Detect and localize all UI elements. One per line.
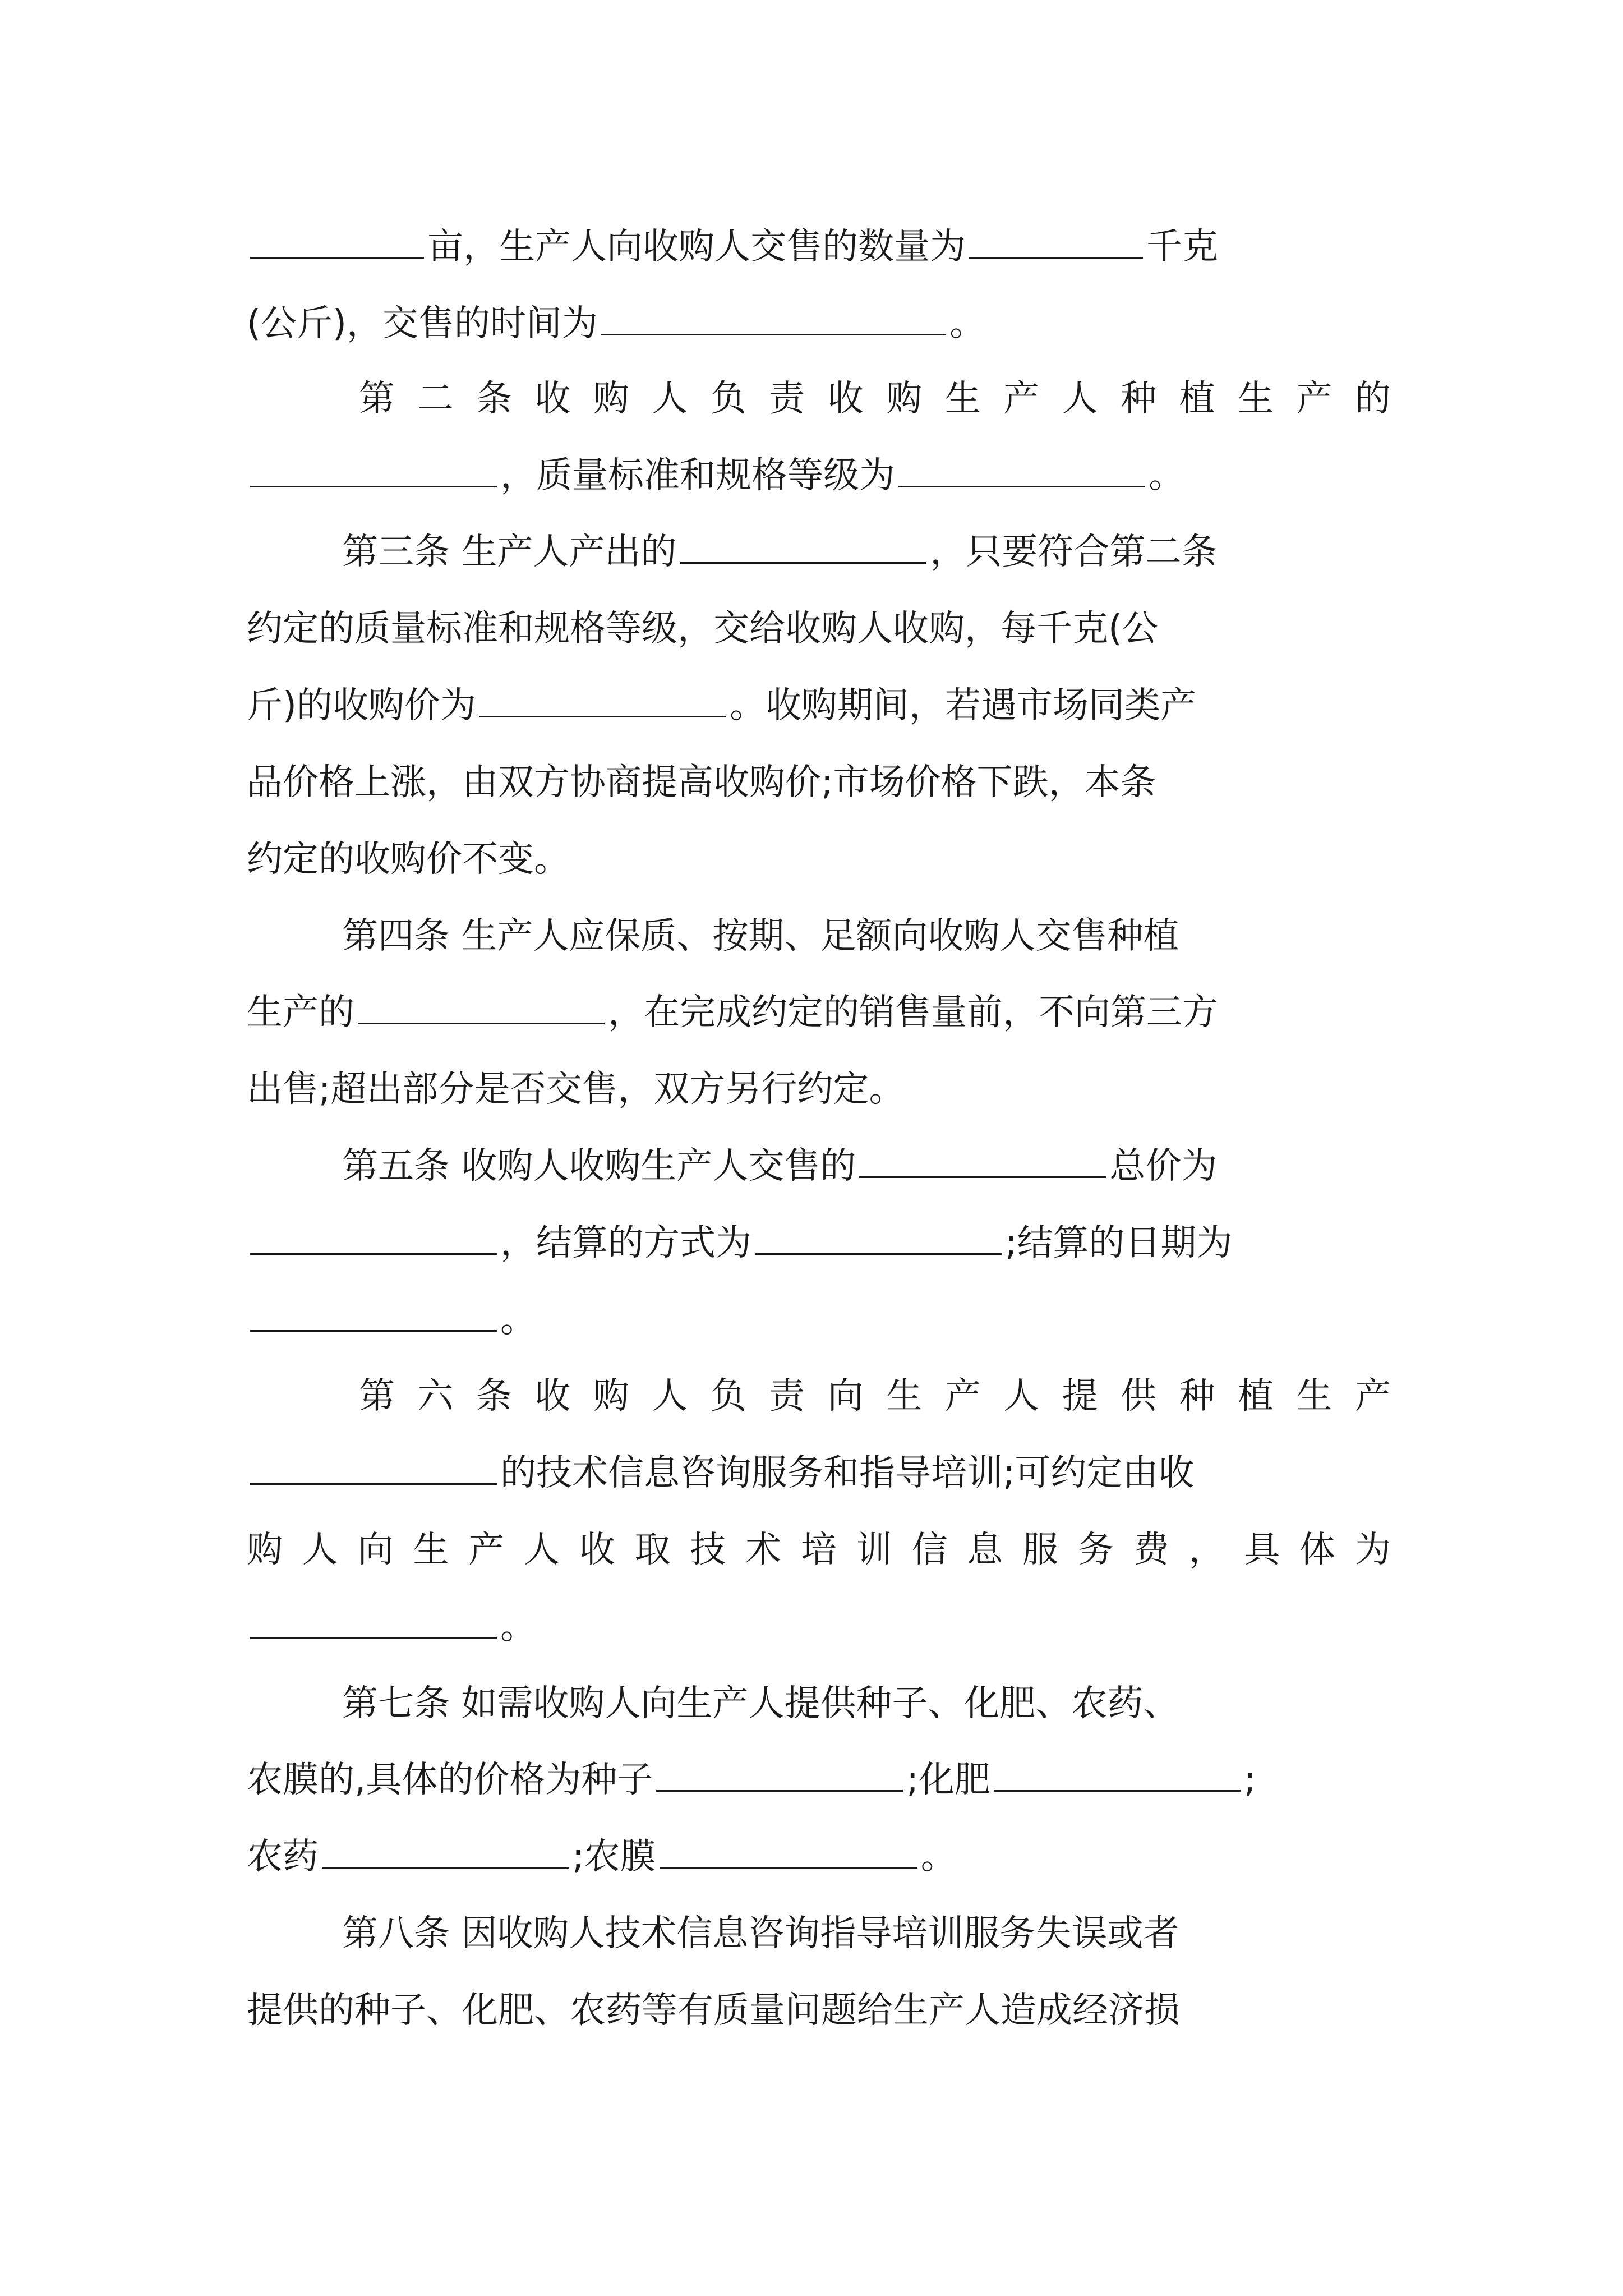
char: ， (1188, 1529, 1225, 1571)
char: 收 (534, 1375, 571, 1417)
text-segment: 约定的质量标准和规格等级，交给收购人收购，每千克(公 (247, 608, 1158, 650)
text-line (247, 1289, 1391, 1351)
char: 购 (886, 378, 923, 420)
char: 术 (745, 1529, 782, 1571)
char: 训 (856, 1529, 892, 1571)
text-line-justified (247, 1519, 1391, 1581)
char: 种 (1121, 378, 1157, 420)
text-line (342, 1135, 1391, 1197)
text-line (247, 752, 1391, 813)
char: 向 (827, 1375, 864, 1417)
text-line-justified (359, 1365, 1391, 1427)
text-segment: 。 (949, 303, 985, 344)
text-line (247, 982, 1391, 1043)
fill-blank[interactable] (250, 1603, 497, 1639)
char: 的 (1354, 378, 1391, 420)
fill-blank[interactable] (479, 682, 726, 717)
char: 生 (886, 1375, 923, 1417)
text-line (247, 598, 1391, 660)
text-segment: ，结算的方式为 (500, 1222, 751, 1264)
text-segment: 提供的种子、化肥、农药等有质量问题给生产人造成经济损 (247, 1990, 1180, 2031)
char: 体 (1299, 1529, 1336, 1571)
char: 人 (1003, 1375, 1040, 1417)
char: 收 (827, 378, 864, 420)
char: 人 (1062, 378, 1098, 420)
fill-blank[interactable] (358, 989, 605, 1024)
fill-blank[interactable] (322, 1833, 569, 1869)
char: 收 (534, 378, 571, 420)
char: 植 (1238, 1375, 1274, 1417)
char: 购 (247, 1529, 283, 1571)
text-segment: ;农膜 (572, 1836, 656, 1878)
char: 收 (579, 1529, 615, 1571)
text-line (342, 1673, 1391, 1734)
text-segment: (公斤)，交售的时间为 (247, 303, 598, 344)
char: 产 (468, 1529, 505, 1571)
text-line (247, 216, 1391, 278)
char: 第 (359, 378, 395, 420)
char: 信 (911, 1529, 948, 1571)
text-line (247, 1826, 1391, 1888)
text-segment: 第八条 因收购人技术信息咨询指导培训服务失误或者 (342, 1913, 1179, 1954)
char: 生 (944, 378, 981, 420)
char: 购 (593, 378, 629, 420)
text-line (247, 1212, 1391, 1274)
text-line (247, 1980, 1391, 2041)
fill-blank[interactable] (994, 1756, 1241, 1792)
text-line (247, 1059, 1391, 1120)
text-segment: 约定的收购价不变。 (247, 839, 570, 880)
char: 条 (476, 378, 512, 420)
text-segment: ; (1243, 1759, 1256, 1801)
char: 植 (1179, 378, 1215, 420)
char: 取 (634, 1529, 671, 1571)
text-line (247, 675, 1391, 737)
char: 费 (1133, 1529, 1169, 1571)
char: 产 (944, 1375, 981, 1417)
text-segment: 总价为 (1109, 1145, 1218, 1187)
text-line (247, 1749, 1391, 1811)
char: 人 (523, 1529, 560, 1571)
text-segment: ;结算的日期为 (1005, 1222, 1233, 1264)
char: 人 (652, 378, 688, 420)
char: 服 (1022, 1529, 1059, 1571)
text-segment: ，质量标准和规格等级为 (500, 455, 895, 496)
fill-blank[interactable] (601, 300, 946, 335)
text-segment: ，只要符合第二条 (930, 531, 1218, 573)
fill-blank[interactable] (898, 452, 1145, 487)
fill-blank[interactable] (656, 1756, 903, 1792)
text-segment: 。 (920, 1836, 957, 1878)
char: 负 (710, 378, 746, 420)
text-line (342, 1903, 1391, 1964)
fill-blank[interactable] (250, 1220, 497, 1255)
text-segment: 出售;超出部分是否交售，双方另行约定。 (247, 1069, 905, 1110)
text-line (247, 445, 1391, 507)
fill-blank[interactable] (250, 1296, 497, 1332)
text-segment: 。收购期间，若遇市场同类产 (729, 685, 1196, 726)
fill-blank[interactable] (660, 1833, 917, 1869)
char: 培 (800, 1529, 837, 1571)
char: 人 (652, 1375, 688, 1417)
fill-blank[interactable] (755, 1220, 1002, 1255)
char: 产 (1296, 378, 1332, 420)
char: 提 (1062, 1375, 1098, 1417)
text-segment: 第五条 收购人收购生产人交售的 (342, 1145, 856, 1187)
char: 产 (1354, 1375, 1391, 1417)
text-segment: ，在完成约定的销售量前，不向第三方 (608, 992, 1218, 1033)
char: 向 (357, 1529, 394, 1571)
char: 条 (476, 1375, 512, 1417)
fill-blank[interactable] (680, 528, 926, 564)
char: 供 (1121, 1375, 1157, 1417)
char: 负 (710, 1375, 746, 1417)
char: 生 (413, 1529, 449, 1571)
text-segment: 第七条 如需收购人向生产人提供种子、化肥、农药、 (342, 1683, 1179, 1724)
char: 六 (417, 1375, 454, 1417)
text-line (247, 293, 1391, 355)
text-segment: ;化肥 (906, 1759, 990, 1801)
text-segment: 。 (1149, 455, 1184, 496)
fill-blank[interactable] (250, 1450, 497, 1485)
char: 人 (302, 1529, 338, 1571)
fill-blank[interactable] (250, 452, 497, 487)
text-segment: 斤)的收购价为 (247, 685, 476, 726)
char: 息 (967, 1529, 1003, 1571)
text-line-justified (359, 368, 1391, 430)
text-segment: 的技术信息咨询服务和指导培训;可约定由收 (500, 1452, 1195, 1494)
char: 购 (593, 1375, 629, 1417)
char: 种 (1179, 1375, 1215, 1417)
fill-blank[interactable] (969, 223, 1143, 259)
char: 技 (690, 1529, 726, 1571)
text-segment: 农膜的,具体的价格为种子 (247, 1759, 653, 1801)
char: 生 (1296, 1375, 1332, 1417)
text-line (342, 521, 1391, 583)
fill-blank[interactable] (250, 223, 424, 259)
text-segment: 第三条 生产人产出的 (342, 531, 677, 573)
text-segment: 品价格上涨，由双方协商提高收购价;市场价格下跌，本条 (247, 762, 1156, 803)
char: 具 (1244, 1529, 1280, 1571)
text-segment: 。 (500, 1299, 536, 1341)
text-segment: 农药 (247, 1836, 319, 1878)
char: 为 (1354, 1529, 1391, 1571)
text-segment: 生产的 (247, 992, 354, 1033)
char: 产 (1003, 378, 1040, 420)
text-line (342, 905, 1391, 967)
char: 生 (1238, 378, 1274, 420)
fill-blank[interactable] (859, 1143, 1106, 1178)
char: 责 (769, 1375, 805, 1417)
char: 第 (359, 1375, 395, 1417)
text-segment: 千克 (1146, 226, 1218, 268)
text-segment: 。 (500, 1606, 536, 1648)
char: 二 (417, 378, 454, 420)
text-line (247, 829, 1391, 890)
text-line (247, 1442, 1391, 1504)
text-segment: 亩，生产人向收购人交售的数量为 (427, 226, 966, 268)
char: 务 (1077, 1529, 1114, 1571)
text-line (247, 1596, 1391, 1658)
text-segment: 第四条 生产人应保质、按期、足额向收购人交售种植 (342, 915, 1179, 957)
char: 责 (769, 378, 805, 420)
